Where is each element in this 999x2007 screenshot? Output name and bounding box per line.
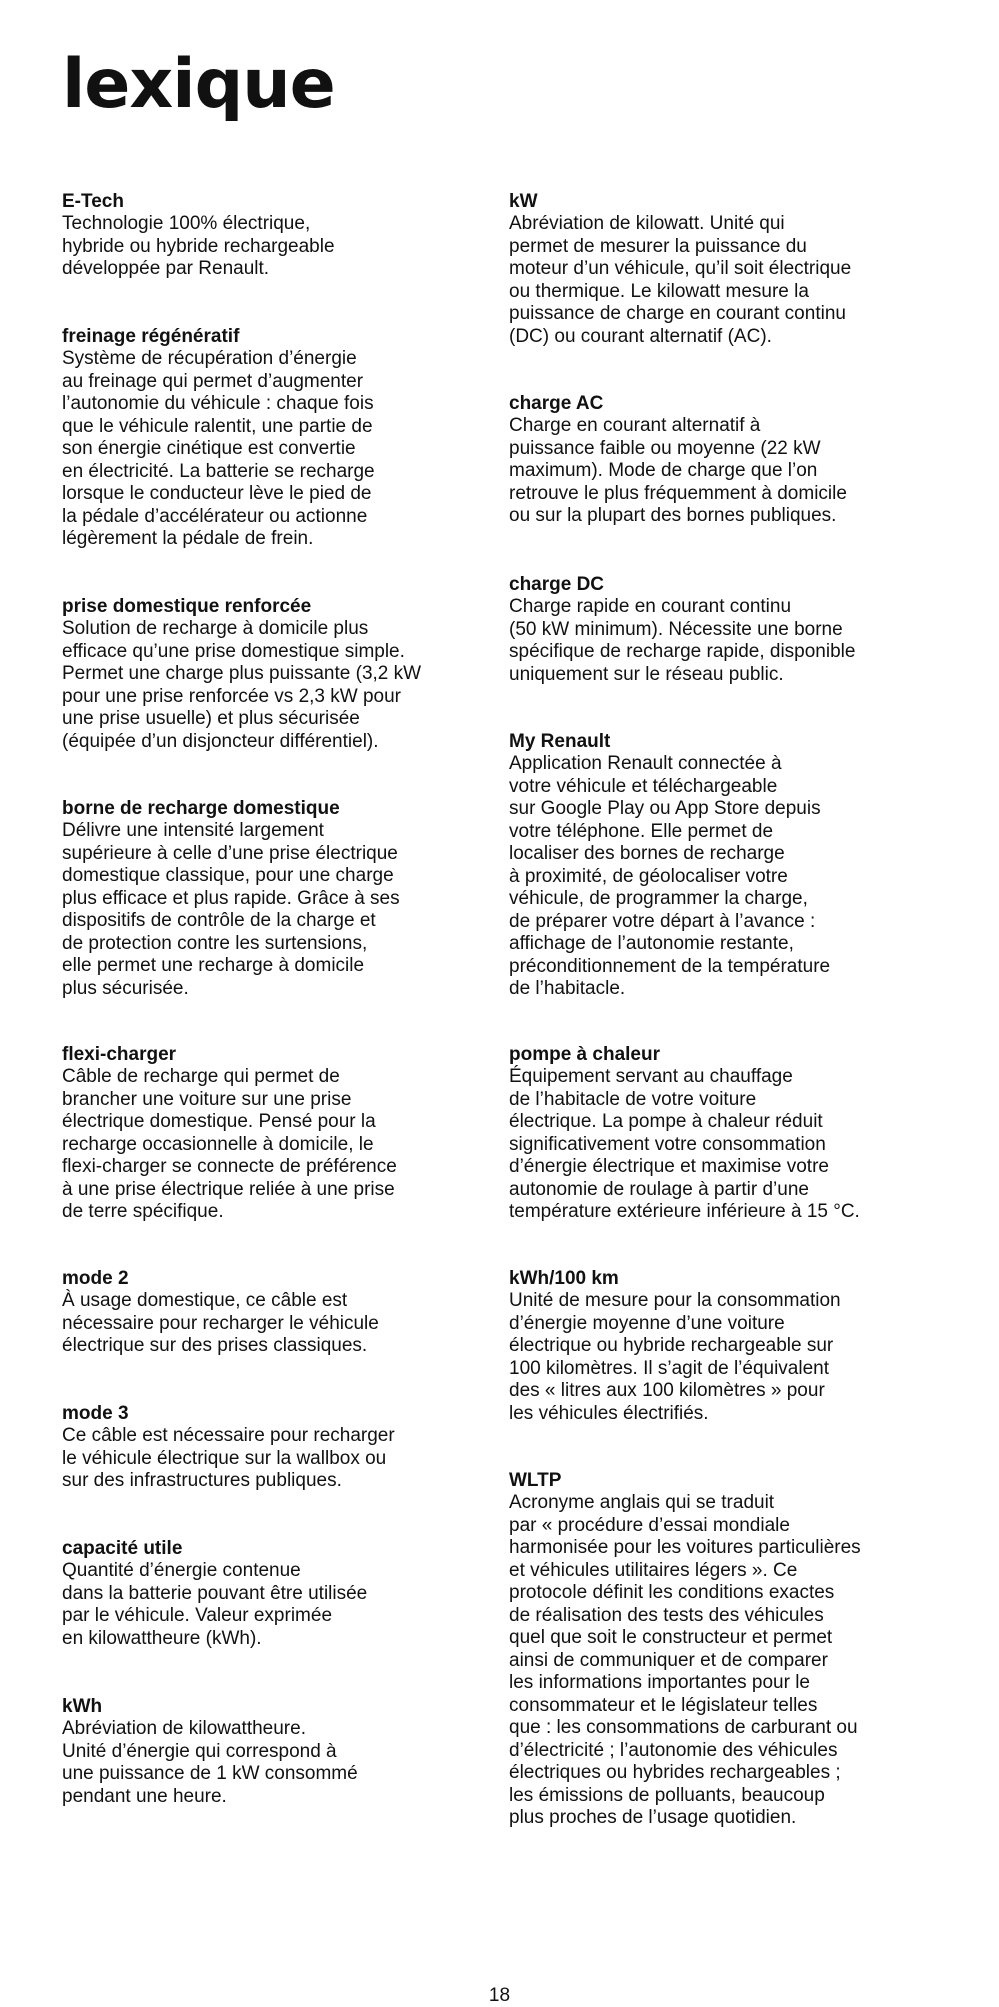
glossary-term: My Renault [509,731,611,752]
glossary-entry-charge-ac [509,392,949,528]
glossary-entry-kw [509,190,949,348]
glossary-definition: Système de récupération d’énergie au freinage qui permet d’augmenter l’autonomie du véhicule : chaque fois que le véhicule ralentit, une partie de son énergie cinétique est convertie en électricité. La batterie se recharge lorsque le conducteur lève le pied de la pédale d’accélérateur ou actionne légèrement la pédale de frein. [62,348,375,549]
glossary-entry-pompe-a-chaleur [509,1043,949,1224]
glossary-entry-kwh [62,1695,502,1808]
glossary-definition: Équipement servant au chauffage de l’habitacle de votre voiture électrique. La pompe à chaleur réduit significativement votre consommation d’énergie électrique et maximise votre autonomie de roulage à partir d’une température extérieure inférieure à 15 °C. [509,1066,860,1222]
glossary-entry-my-renault [509,730,949,1001]
glossary-term: freinage régénératif [62,326,240,347]
glossary-definition: Unité de mesure pour la consommation d’énergie moyenne d’une voiture électrique ou hybride rechargeable sur 100 kilomètres. Il s’agit de l’équivalent des « litres aux 100 kilomètres » pour les véhicules électrifiés. [509,1290,841,1424]
glossary-term: borne de recharge domestique [62,798,340,819]
glossary-entry-borne-de-recharge-domestique [62,797,502,1000]
glossary-definition: Quantité d’énergie contenue dans la batterie pouvant être utilisée par le véhicule. Valeur exprimée en kilowattheure (kWh). [62,1560,368,1649]
glossary-entry-prise-domestique-renforcee [62,595,502,753]
glossary-entry-wltp [509,1469,949,1830]
glossary-definition: Acronyme anglais qui se traduit par « procédure d’essai mondiale harmonisée pour les voitures particulières et véhicules utilitaires légers ». Ce protocole définit les conditions exactes de réalisation des tests des véhicules quel que soit le constructeur et permet ainsi de communiquer et de comparer les informations importantes pour le consommateur et le législateur telles que : les consommations de carburant ou d’électricité ; l’autonomie des véhicules électriques ou hybrides rechargeables ; les émissions de polluants, beaucoup plus proches de l’usage quotidien. [509,1492,861,1828]
glossary-term: charge AC [509,393,604,414]
glossary-definition: Charge rapide en courant continu (50 kW minimum). Nécessite une borne spécifique de recharge rapide, disponible uniquement sur le réseau public. [509,596,856,685]
glossary-entry-capacite-utile [62,1537,502,1650]
glossary-term: kWh [62,1696,103,1717]
glossary-term: mode 2 [62,1268,129,1289]
glossary-definition: Délivre une intensité largement supérieure à celle d’une prise électrique domestique classique, pour une charge plus efficace et plus rapide. Grâce à ses dispositifs de contrôle de la charge et de protection contre les surtensions, elle permet une recharge à domicile plus sécurisée. [62,820,400,999]
glossary-definition: À usage domestique, ce câble est nécessaire pour recharger le véhicule électrique sur des prises classiques. [62,1290,379,1356]
glossary-entry-kwh-100-km [509,1267,949,1425]
glossary-entry-freinage-regeneratif [62,325,502,551]
glossary-definition: Ce câble est nécessaire pour recharger le véhicule électrique sur la wallbox ou sur des infrastructures publiques. [62,1425,395,1491]
glossary-term: flexi-charger [62,1044,177,1065]
glossary-entry-mode-2 [62,1267,502,1358]
glossary-definition: Technologie 100% électrique, hybride ou hybride rechargeable développée par Renault. [62,213,335,279]
glossary-entry-mode-3 [62,1402,502,1493]
glossary-term: mode 3 [62,1403,129,1424]
glossary-definition: Abréviation de kilowatt. Unité qui permet de mesurer la puissance du moteur d’un véhicule, qu’il soit électrique ou thermique. Le kilowatt mesure la puissance de charge en courant continu (DC) ou courant alternatif (AC). [509,213,852,347]
page-title: lexique [62,45,335,124]
glossary-term: kWh/100 km [509,1268,619,1289]
glossary-term: kW [509,191,538,212]
glossary-definition: Charge en courant alternatif à puissance faible ou moyenne (22 kW maximum). Mode de charge que l’on retrouve le plus fréquemment à domicile ou sur la plupart des bornes publiques. [509,415,847,526]
glossary-entry-e-tech [62,190,502,281]
glossary-entry-flexi-charger [62,1043,502,1224]
glossary-definition: Application Renault connectée à votre véhicule et téléchargeable sur Google Play ou App Store depuis votre téléphone. Elle permet de localiser des bornes de recharge à proximité, de géolocaliser votre véhicule, de programmer la charge, de préparer votre départ à l’avance : affichage de l’autonomie restante, préconditionnement de la température de l’habitacle. [509,753,831,999]
page-number: 18 [488,1985,511,2006]
glossary-term: prise domestique renforcée [62,596,312,617]
glossary-term: capacité utile [62,1538,183,1559]
glossary-term: charge DC [509,574,605,595]
glossary-entry-charge-dc [509,573,949,686]
glossary-term: E-Tech [62,191,124,212]
glossary-definition: Câble de recharge qui permet de brancher une voiture sur une prise électrique domestique. Pensé pour la recharge occasionnelle à domicile, le flexi-charger se connecte de préférence à une prise électrique reliée à une prise de terre spécifique. [62,1066,397,1222]
glossary-term: WLTP [509,1470,562,1491]
glossary-definition: Solution de recharge à domicile plus efficace qu’une prise domestique simple. Permet une charge plus puissante (3,2 kW pour une prise renforcée vs 2,3 kW pour une prise usuelle) et plus sécurisée (équipée d’un disjoncteur différentiel). [62,618,422,752]
glossary-term: pompe à chaleur [509,1044,660,1065]
glossary-definition: Abréviation de kilowattheure. Unité d’énergie qui correspond à une puissance de 1 kW consommé pendant une heure. [62,1718,358,1807]
